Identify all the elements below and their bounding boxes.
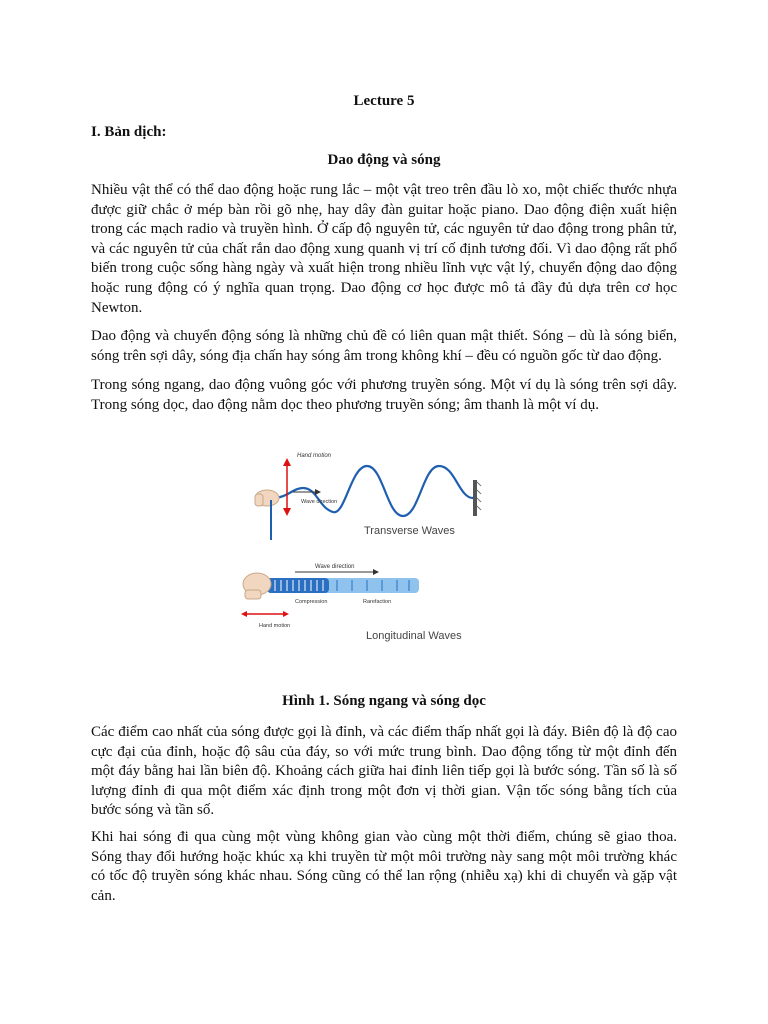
- transverse-wave-line: [273, 466, 473, 516]
- page-title: Lecture 5: [353, 93, 415, 109]
- long-wave-direction-label: Wave direction: [315, 564, 355, 570]
- paragraph: Dao động và chuyển động sóng là những chủ đề có liên quan mật thiết. Sóng – dù là sóng biển, sóng trên sợi dây, sóng địa chấn hay sóng âm trong không khí – đều có nguồn gốc từ dao động.: [91, 328, 677, 364]
- paragraph: Trong sóng ngang, dao động vuông góc với phương truyền sóng. Một ví dụ là sóng trên sợi dây. Trong sóng dọc, dao động nằm dọc theo phương truyền sóng; âm thanh là một ví dụ.: [91, 377, 677, 413]
- section-heading: I. Bản dịch:: [91, 124, 167, 140]
- wave-direction-label: Wave direction: [301, 499, 338, 505]
- transverse-waves-title: Transverse Waves: [364, 525, 455, 537]
- wave-illustration: [237, 440, 482, 654]
- hand-icon: [255, 490, 279, 540]
- transverse-wave-diagram: [255, 453, 481, 540]
- compression-zone: [267, 578, 329, 593]
- rarefaction-label: Rarefaction: [363, 599, 392, 605]
- long-hand-motion-arrow: [241, 611, 289, 617]
- hand-motion-arrow: [283, 458, 291, 516]
- paragraph: Các điểm cao nhất của sóng được gọi là đỉnh, và các điểm thấp nhất gọi là đáy. Biên độ là độ cao cực đại của đỉnh, hoặc độ sâu của đáy, so với mức trung bình. Dao động tổng từ một đỉnh đến một đáy bằng hai lần biên độ. Khoảng cách giữa hai đỉnh liên tiếp gọi là bước sóng. Tần số là số lượng đỉnh đi qua một điểm xác định trong một đơn vị thời gian. Vận tốc sóng bằng tích của bước sóng và tần số.: [91, 724, 677, 819]
- section-subtitle: Dao động và sóng: [327, 152, 441, 168]
- figure-caption: Hình 1. Sóng ngang và sóng dọc: [282, 693, 486, 709]
- compression-label: Compression: [295, 599, 328, 605]
- hand-icon: [243, 573, 271, 599]
- wall: [473, 480, 477, 516]
- wave-figure: [237, 440, 482, 654]
- longitudinal-wave-diagram: [241, 564, 462, 642]
- hand-motion-label: Hand motion: [297, 453, 332, 459]
- wall-hatching: [477, 482, 481, 510]
- paragraph: Nhiều vật thể có thể dao động hoặc rung lắc – một vật treo trên đầu lò xo, một chiếc thước nhựa được giữ chắc ở mép bàn rồi gõ nhẹ, hay dây đàn guitar hoặc piano. Dao động điện xuất hiện trong các mạch radio và truyền hình. Ở cấp độ nguyên tử, các nguyên tử dao động trong phân tử, và các nguyên tử của chất rắn dao động xung quanh vị trí cố định tương đối. Vì dao động rất phổ biến trong cuộc sống hàng ngày và xuất hiện trong nhiều lĩnh vực vật lý, chuyển động dao động hoặc rung động có ý nghĩa quan trọng. Dao động cơ học được mô tả đầy đủ dựa trên cơ học Newton.: [91, 182, 677, 316]
- long-hand-motion-label: Hand motion: [259, 623, 291, 629]
- paragraph: Khi hai sóng đi qua cùng một vùng không gian vào cùng một thời điểm, chúng sẽ giao thoa. Sóng thay đổi hướng hoặc khúc xạ khi truyền từ một môi trường này sang một môi trường khác có tốc độ truyền sóng khác nhau. Sóng cũng có thể lan rộng (nhiễu xạ) khi di chuyển và gặp vật cản.: [91, 829, 677, 904]
- longitudinal-waves-title: Longitudinal Waves: [366, 630, 462, 642]
